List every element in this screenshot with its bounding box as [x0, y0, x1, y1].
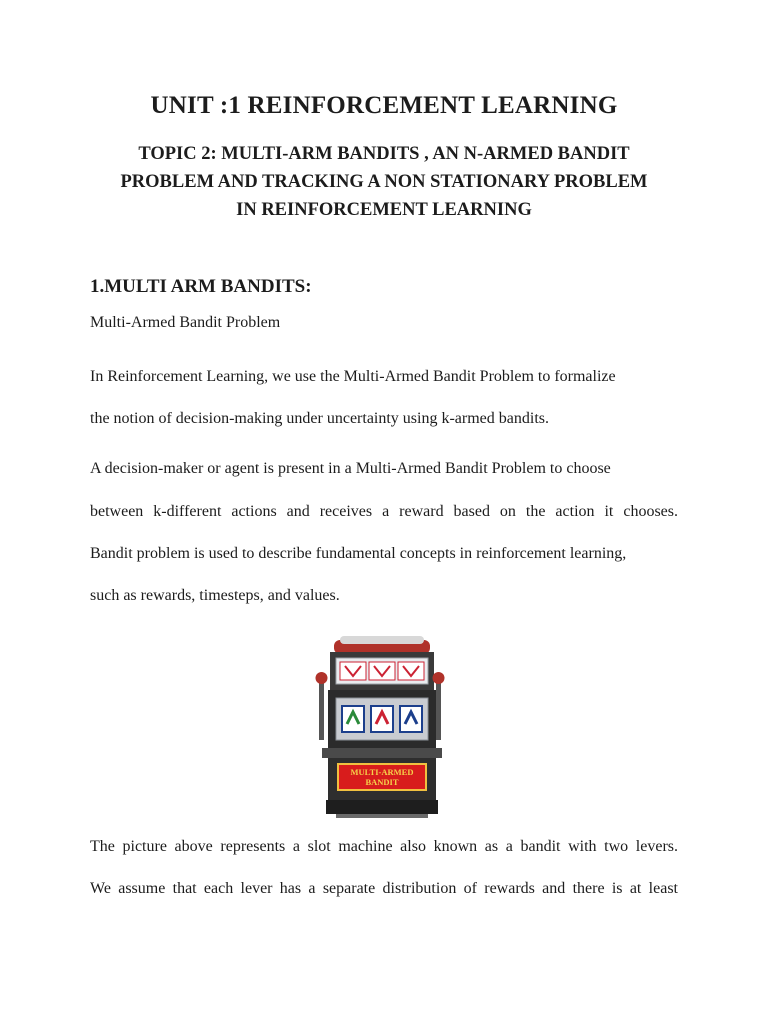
topic-line: IN REINFORCEMENT LEARNING — [236, 200, 532, 220]
paragraph-line: A decision-maker or agent is present in a Multi-Armed Bandit Problem to choose — [90, 460, 611, 477]
paragraph-line: Bandit problem is used to describe fundamental concepts in reinforcement learning, — [90, 545, 627, 562]
figure-label-line1: MULTI-ARMED — [350, 767, 414, 777]
paragraph-line: We assume that each lever has a separate distribution of rewards and there is at least — [90, 880, 678, 897]
topic-heading — [60, 140, 708, 224]
paragraph-line: such as rewards, timesteps, and values. — [90, 587, 340, 604]
paragraph-line: In Reinforcement Learning, we use the Multi-Armed Bandit Problem to formalize — [90, 368, 616, 385]
paragraph-line: The picture above represents a slot machine also known as a bandit with two levers. — [90, 838, 678, 855]
document-title: UNIT :1 REINFORCEMENT LEARNING — [150, 92, 618, 119]
slot-machine-icon — [312, 634, 452, 820]
topic-line: PROBLEM AND TRACKING A NON STATIONARY PROBLEM — [120, 172, 648, 192]
figure-label-line2: BANDIT — [365, 777, 399, 787]
paragraph-line: the notion of decision-making under uncertainty using k-armed bandits. — [90, 410, 549, 427]
slot-machine-image — [312, 634, 452, 820]
section-heading: 1.MULTI ARM BANDITS: — [90, 276, 312, 297]
subheading: Multi-Armed Bandit Problem — [90, 314, 281, 331]
topic-line: TOPIC 2: MULTI-ARM BANDITS , AN N-ARMED BANDIT — [138, 144, 630, 164]
paragraph-line: between k-different actions and receives a reward based on the action it chooses. — [90, 503, 678, 520]
